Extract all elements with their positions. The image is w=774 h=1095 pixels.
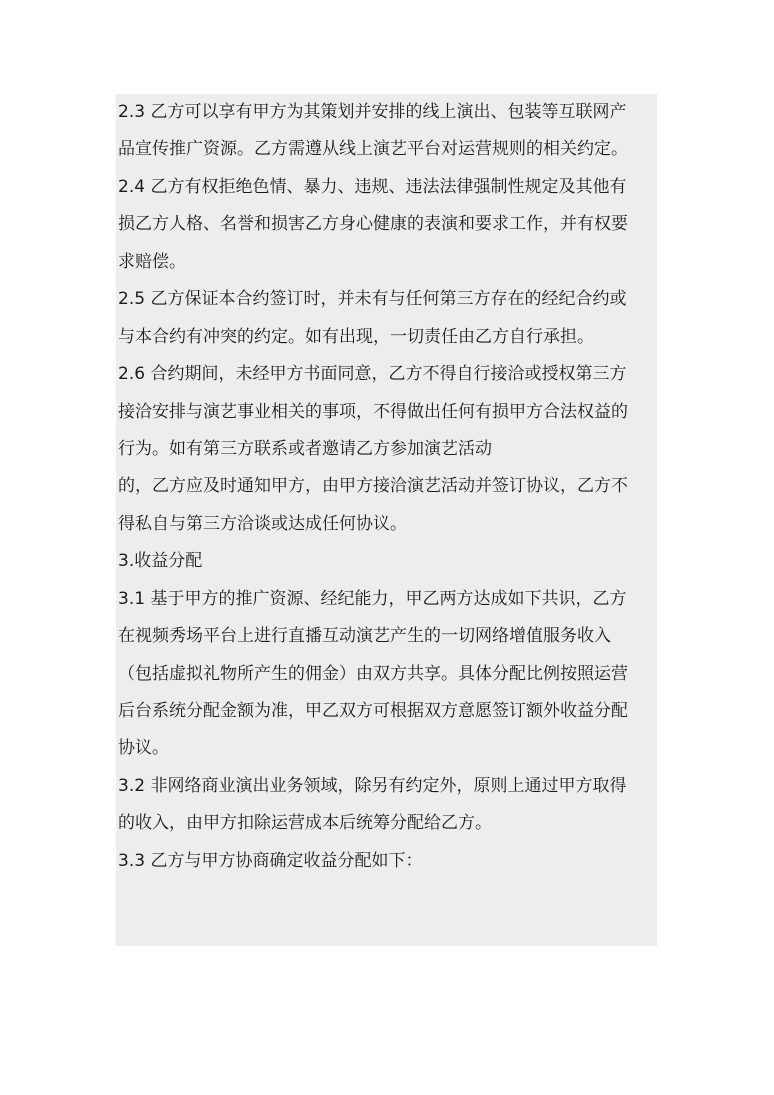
section-3-heading: 3.收益分配 xyxy=(118,551,203,572)
clause-2-3-line-1: 2.3 乙方可以享有甲方为其策划并安排的线上演出、包装等互联网产 xyxy=(118,102,627,122)
document-body xyxy=(118,94,658,880)
clause-3-1-line-1: 3.1 基于甲方的推广资源、经纪能力，甲乙两方达成如下共识，乙方 xyxy=(118,588,627,609)
clause-2-5-line-1: 2.5 乙方保证本合约签订时，并未有与任何第三方存在的经纪合约或 xyxy=(118,289,627,310)
clause-2-6-line-3: 行为。如有第三方联系或者邀请乙方参加演艺活动 xyxy=(118,438,492,459)
clause-2-6-line-2: 接洽安排与演艺事业相关的事项，不得做出任何有损甲方合法权益的 xyxy=(118,401,628,422)
clause-2-3-line-2: 品宣传推广资源。乙方需遵从线上演艺平台对运营规则的相关约定。 xyxy=(118,139,628,160)
clause-2-6-line-5: 得私自与第三方洽谈或达成任何协议。 xyxy=(118,513,407,534)
clause-2-4-line-2: 损乙方人格、名誉和损害乙方身心健康的表演和要求工作，并有权要 xyxy=(118,214,628,235)
clause-2-4-line-3: 求赔偿。 xyxy=(118,251,186,272)
clause-3-2-line-2: 的收入，由甲方扣除运营成本后统筹分配给乙方。 xyxy=(118,813,492,834)
clause-3-3-line-1: 3.3 乙方与甲方协商确定收益分配如下： xyxy=(118,850,423,871)
clause-3-1-line-4: 后台系统分配金额为准，甲乙双方可根据双方意愿签订额外收益分配 xyxy=(118,701,628,721)
clause-2-6-line-1: 2.6 合约期间，未经甲方书面同意，乙方不得自行接洽或授权第三方 xyxy=(118,364,627,385)
clause-2-4-line-1: 2.4 乙方有权拒绝色情、暴力、违规、违法法律强制性规定及其他有 xyxy=(118,176,627,197)
clause-3-2-line-1: 3.2 非网络商业演出业务领域，除另有约定外，原则上通过甲方取得 xyxy=(118,775,627,796)
clause-2-5-line-2: 与本合约有冲突的约定。如有出现，一切责任由乙方自行承担。 xyxy=(118,326,594,347)
clause-3-1-line-5: 协议。 xyxy=(118,738,169,759)
clause-2-6-line-4: 的，乙方应及时通知甲方，由甲方接洽演艺活动并签订协议，乙方不 xyxy=(118,476,628,497)
clause-3-1-line-3: （包括虚拟礼物所产生的佣金）由双方共享。具体分配比例按照运营 xyxy=(118,663,628,684)
clause-3-1-line-2: 在视频秀场平台上进行直播互动演艺产生的一切网络增值服务收入 xyxy=(118,626,611,647)
